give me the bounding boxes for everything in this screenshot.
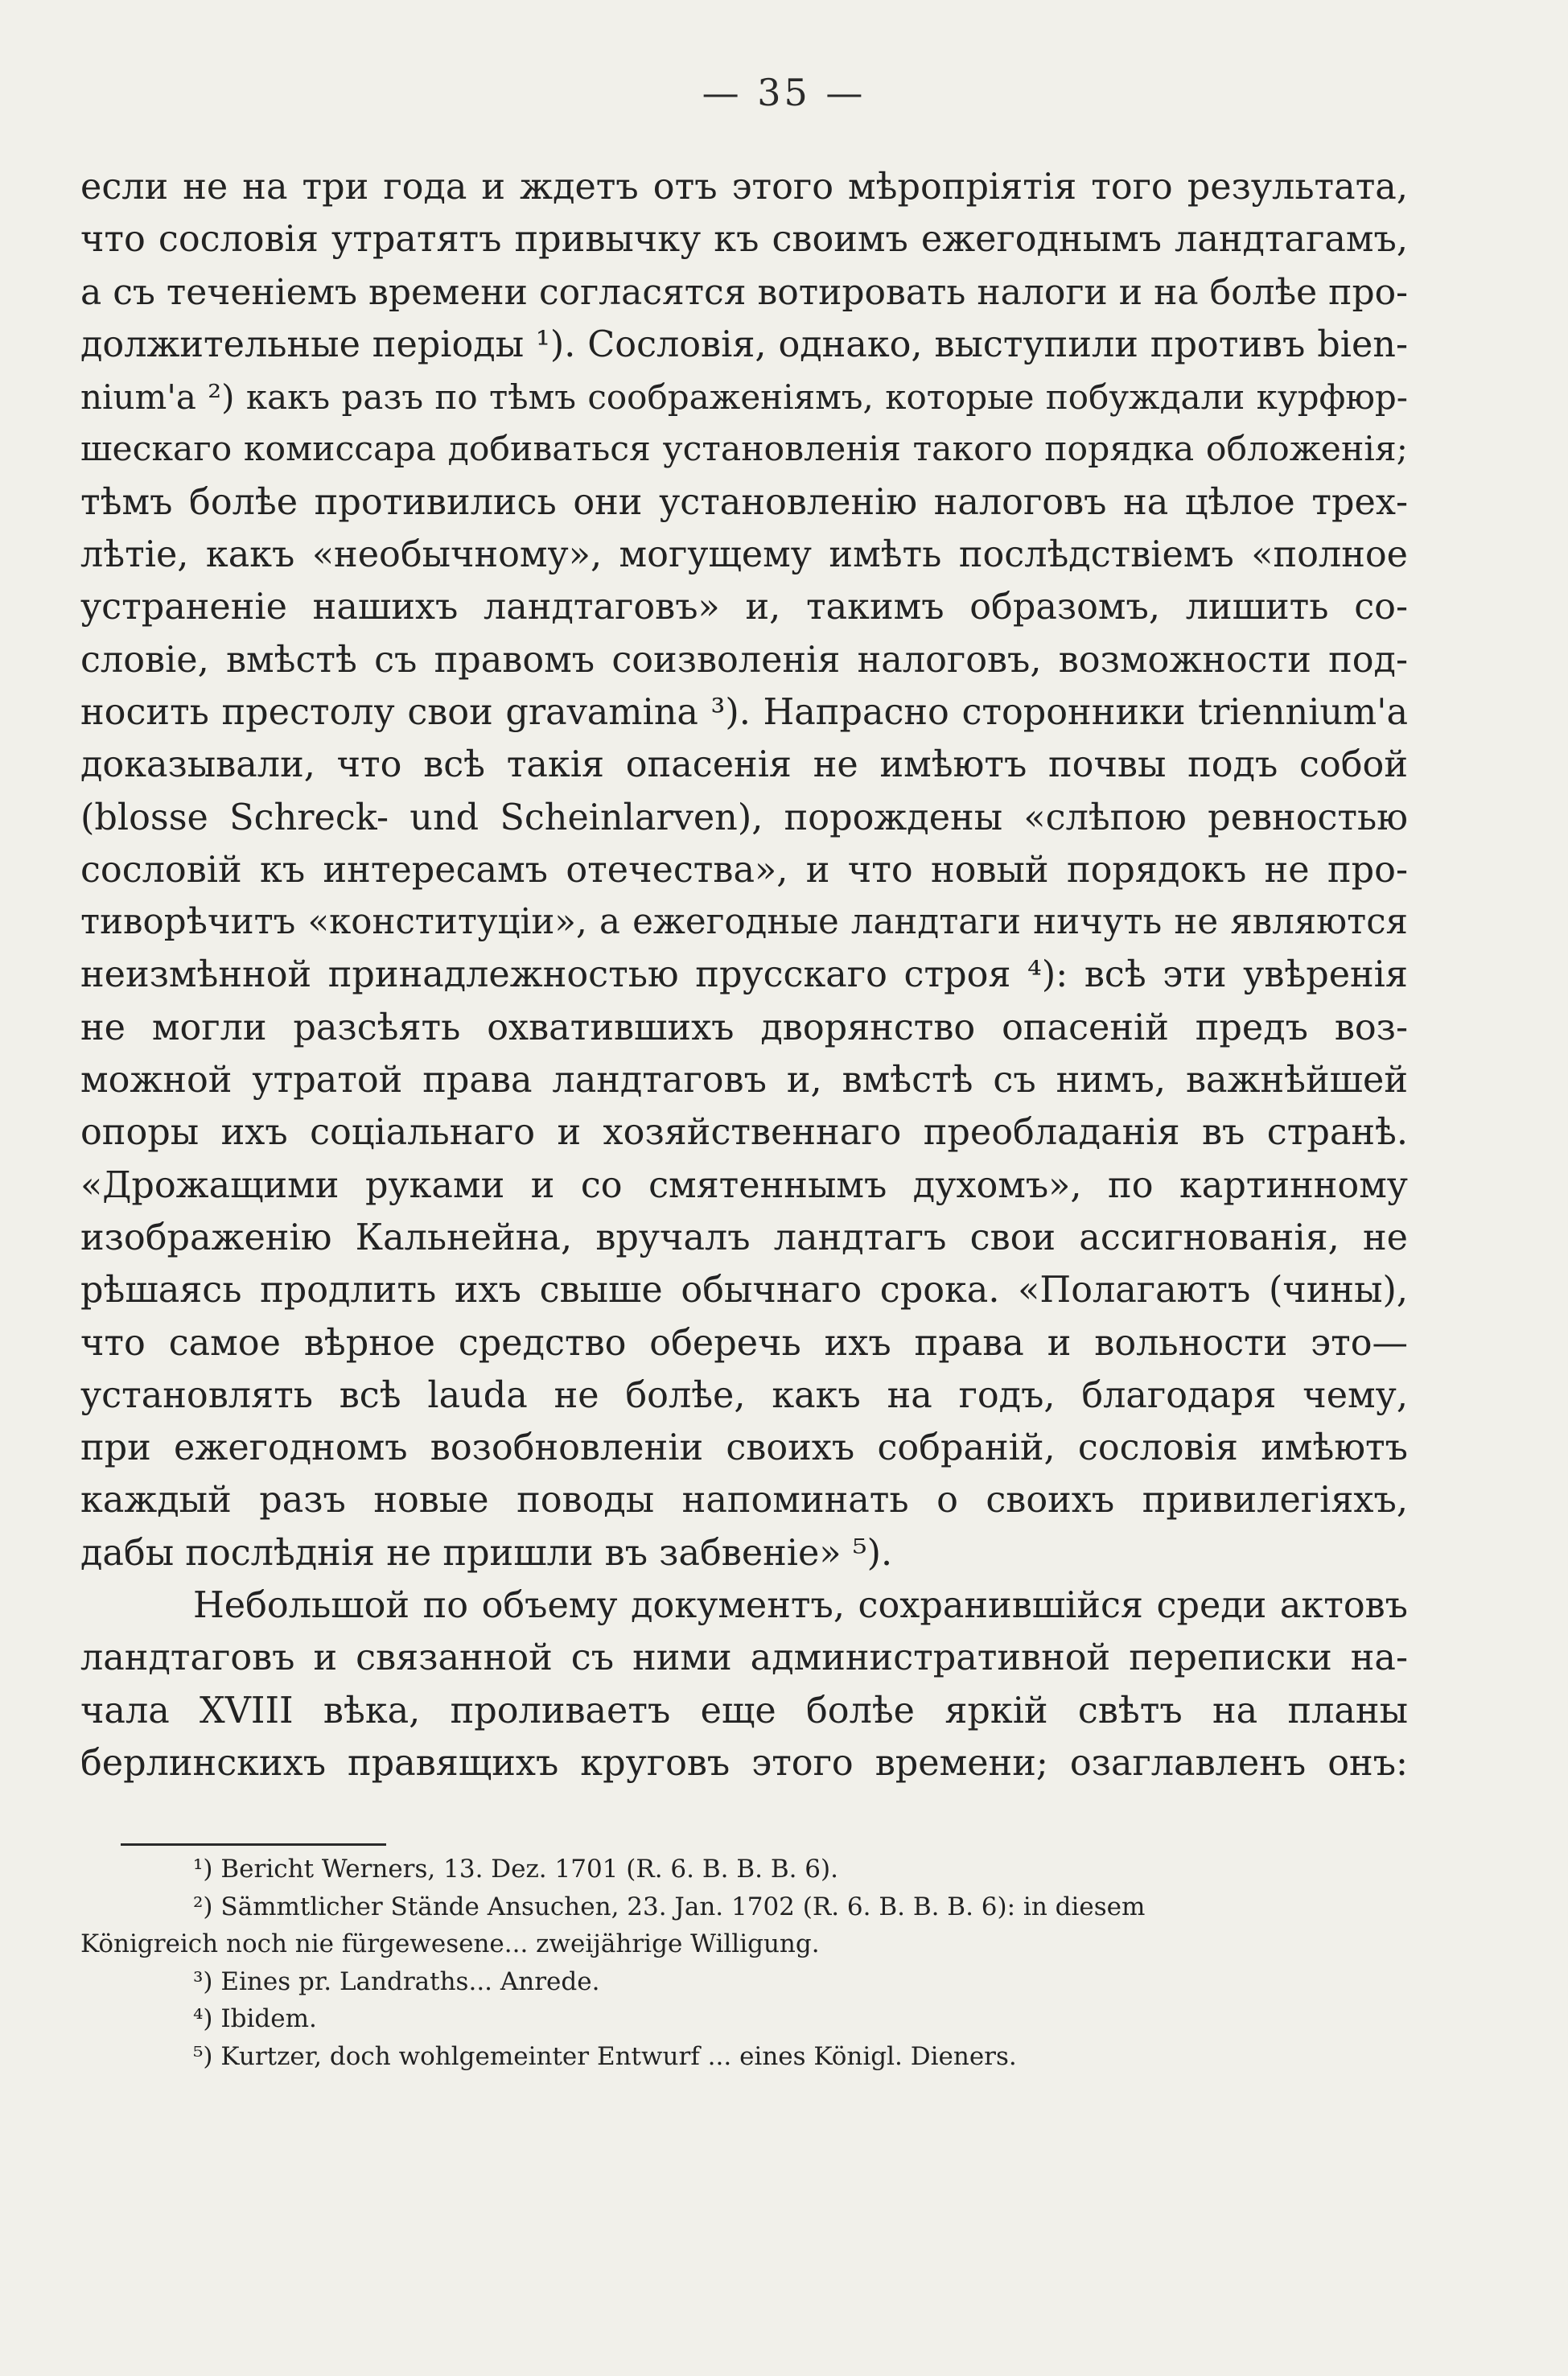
text-line: рѣшаясь продлить ихъ свыше обычнаго срока. «Полагаютъ (чины),: [80, 1270, 1408, 1312]
text-line: «Дрожащими руками и со смятеннымъ духомъ», по картинному: [80, 1164, 1408, 1206]
footnote-divider: [121, 1843, 386, 1846]
footnotes: [80, 1851, 1408, 2075]
text-line: носить престолу свои gravamina ³). Напрасно сторонники triennium'a: [80, 691, 1408, 733]
text-line: берлинскихъ правящихъ круговъ этого времени; озаглавленъ онъ:: [80, 1742, 1408, 1784]
footnote: ⁴) Ibidem.: [193, 2004, 317, 2033]
text-line: установлять всѣ lauda не болѣе, какъ на годъ, благодаря чему,: [80, 1374, 1408, 1416]
footnote: ²) Sämmtlicher Stände Ansuchen, 23. Jan. 1702 (R. 6. B. B. B. 6): in diesem: [193, 1892, 1146, 1921]
text-line: доказывали, что всѣ такія опасенія не имѣютъ почвы подъ собой: [80, 744, 1408, 786]
text-line: устраненіе нашихъ ландтаговъ» и, такимъ образомъ, лишить со-: [80, 587, 1408, 628]
text-line: лѣтіе, какъ «необычному», могущему имѣть послѣдствіемъ «полное: [80, 534, 1408, 576]
text-line: дабы послѣднія не пришли въ забвеніе» ⁵).: [80, 1532, 893, 1574]
footnote: ⁵) Kurtzer, doch wohlgemeinter Entwurf ... eines Königl. Dieners.: [193, 2041, 1017, 2071]
text-line: опоры ихъ соціальнаго и хозяйственнаго преобладанія въ странѣ.: [80, 1112, 1408, 1154]
text-line: ландтаговъ и связанной съ ними административной переписки на-: [80, 1637, 1408, 1679]
text-line: сословій къ интересамъ отечества», и что новый порядокъ не про-: [80, 849, 1408, 891]
text-line: тѣмъ болѣе противились они установленію налоговъ на цѣлое трех-: [80, 481, 1408, 523]
text-line: Небольшой по объему документъ, сохранившійся среди актовъ: [193, 1585, 1408, 1627]
text-line: можной утратой права ландтаговъ и, вмѣстѣ съ нимъ, важнѣйшей: [80, 1060, 1408, 1102]
text-line: словіе, вмѣстѣ съ правомъ соизволенія налоговъ, возможности под-: [80, 639, 1408, 681]
footnote-continuation: Königreich noch nie fürgewesene... zweijährige Willigung.: [80, 1929, 820, 1958]
text-line: nium'a ²) какъ разъ по тѣмъ соображеніямъ, которые побуждали курфюр-: [80, 377, 1408, 418]
text-line: что сословія утратятъ привычку къ своимъ ежегоднымъ ландтагамъ,: [80, 219, 1408, 261]
text-line: тиворѣчитъ «конституціи», а ежегодные ландтаги ничуть не являются: [80, 902, 1408, 943]
text-line: шескаго комиссара добиваться установленія такого порядка обложенія;: [80, 430, 1408, 470]
main-text: [80, 161, 1408, 1789]
text-line: чала XVIII вѣка, проливаетъ еще болѣе яркій свѣтъ на планы: [80, 1690, 1408, 1732]
page-number: — 35 —: [702, 71, 866, 114]
text-line: неизмѣнной принадлежностью прусскаго строя ⁴): всѣ эти увѣренія: [80, 954, 1408, 996]
footnote: ¹) Bericht Werners, 13. Dez. 1701 (R. 6. B. B. B. 6).: [193, 1855, 838, 1884]
text-line: должительные періоды ¹). Сословія, однако, выступили противъ bien-: [80, 323, 1408, 365]
text-line: что самое вѣрное средство оберечь ихъ права и вольности это—: [80, 1322, 1408, 1364]
text-line: а съ теченіемъ времени согласятся вотировать налоги и на болѣе про-: [80, 271, 1408, 313]
text-line: не могли разсѣять охватившихъ дворянство опасеній предъ воз-: [80, 1007, 1408, 1048]
text-line: каждый разъ новые поводы напоминать о своихъ привилегіяхъ,: [80, 1480, 1408, 1522]
text-line: при ежегодномъ возобновленіи своихъ собраній, сословія имѣютъ: [80, 1427, 1408, 1469]
text-line: изображенію Кальнейна, вручалъ ландтагъ свои ассигнованія, не: [80, 1217, 1408, 1258]
text-line: если не на три года и ждетъ отъ этого мѣропріятія того результата,: [80, 167, 1408, 208]
footnote: ³) Eines pr. Landraths... Anrede.: [193, 1966, 600, 1996]
text-line: (blosse Schreck- und Scheinlarven), порождены «слѣпою ревностью: [80, 797, 1408, 838]
